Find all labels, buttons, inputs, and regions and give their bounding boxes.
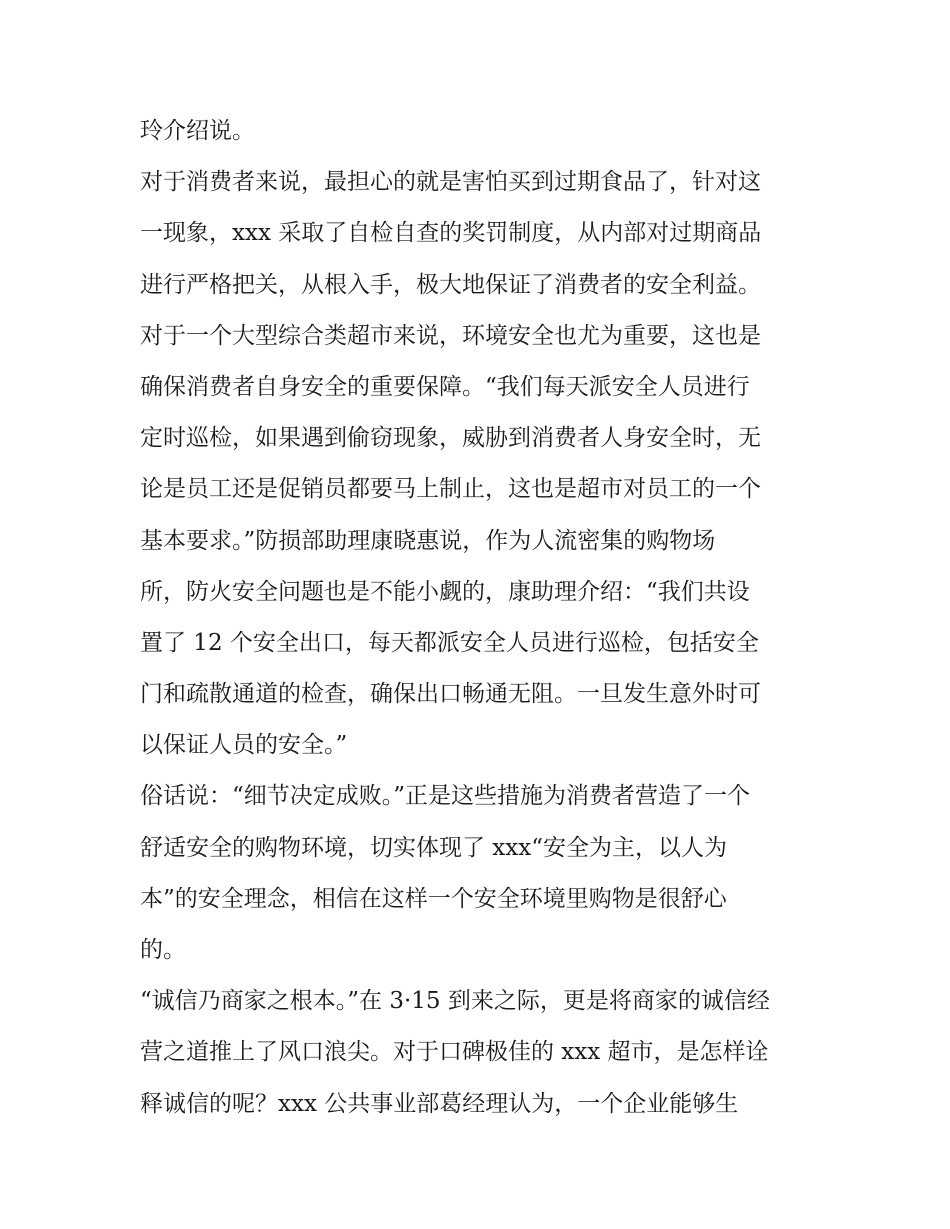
text-line: 一现象，xxx 采取了自检自查的奖罚制度，从内部对过期商品 xyxy=(140,220,762,247)
text-line: 门和疏散通道的检查，确保出口畅通无阻。一旦发生意外时可 xyxy=(140,681,761,708)
text-line: 舒适安全的购物环境，切实体现了 xxx“安全为主，以人为 xyxy=(140,834,727,861)
text-line: 本”的安全理念，相信在这样一个安全环境里购物是很舒心 xyxy=(140,885,727,912)
text-line: 对于消费者来说，最担心的就是害怕买到过期食品了，针对这 xyxy=(140,169,761,196)
text-line: 释诚信的呢？xxx 公共事业部葛经理认为，一个企业能够生 xyxy=(140,1090,739,1117)
text-line: 以保证人员的安全。” xyxy=(140,732,348,759)
text-line: 基本要求。”防损部助理康晓惠说，作为人流密集的购物场 xyxy=(140,527,716,554)
text-line: “诚信乃商家之根本。”在 3·15 到来之际，更是将商家的诚信经 xyxy=(140,988,770,1015)
text-line: 对于一个大型综合类超市来说，环境安全也尤为重要，这也是 xyxy=(140,322,761,349)
text-line: 进行严格把关，从根入手，极大地保证了消费者的安全利益。 xyxy=(140,271,761,298)
text-line: 的。 xyxy=(140,937,186,963)
text-line: 论是员工还是促销员都要马上制止，这也是超市对员工的一个 xyxy=(140,476,761,503)
body-text xyxy=(140,106,820,1130)
text-line: 置了 12 个安全出口，每天都派安全人员进行巡检，包括安全 xyxy=(140,629,759,656)
text-line: 营之道推上了风口浪尖。对于口碑极佳的 xxx 超市，是怎样诠 xyxy=(140,1039,769,1066)
text-line: 俗话说：“细节决定成败。”正是这些措施为消费者营造了一个 xyxy=(140,783,751,810)
text-line: 确保消费者自身安全的重要保障。“我们每天派安全人员进行 xyxy=(140,373,750,400)
text-line: 玲介绍说。 xyxy=(140,118,255,144)
text-line: 所，防火安全问题也是不能小觑的，康助理介绍：“我们共设 xyxy=(140,578,750,605)
text-line: 定时巡检，如果遇到偷窃现象，威胁到消费者人身安全时，无 xyxy=(140,425,761,452)
